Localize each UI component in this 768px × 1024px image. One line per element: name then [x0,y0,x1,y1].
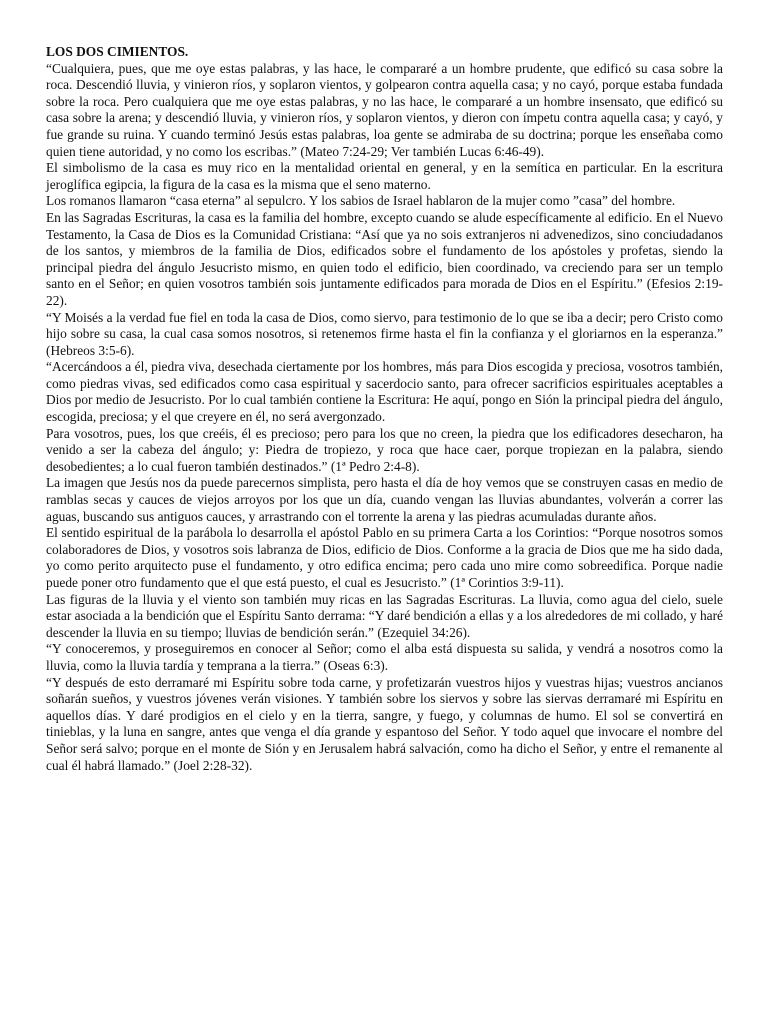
paragraph-8: La imagen que Jesús nos da puede parecernos simplista, pero hasta el día de hoy vemos que se construyen casas en medio de ramblas secas y cauces de viejos arroyos por los que un día, cuando vengan las lluvias abundantes, volverán a correr las aguas, buscando sus antiguos cauces, y arrastrando con el torrente la arena y las piedras acumuladas durante años. [46,475,723,524]
paragraph-5: “Y Moisés a la verdad fue fiel en toda la casa de Dios, como siervo, para testimonio de lo que se iba a decir; pero Cristo como hijo sobre su casa, la cual casa somos nosotros, si retenemos firme hasta el fin la confianza y el gloriarnos en la esperanza.” (Hebreos 3:5-6). [46,309,723,358]
document-page [46,44,723,774]
paragraph-1: “Cualquiera, pues, que me oye estas palabras, y las hace, le compararé a un hombre prudente, que edificó su casa sobre la roca. Descendió lluvia, y vinieron ríos, y soplaron vientos, y golpearon contra aquella casa; y no cayó, porque estaba fundada sobre la roca. Pero cualquiera que me oye estas palabras, y no las hace, le compararé a un hombre insensato, que edificó su casa sobre la arena; y descendió lluvia, y vinieron ríos, y soplaron vientos, y dieron con ímpetu contra aquella casa; y cayó, y fue grande su ruina. Y cuando terminó Jesús estas palabras, loa gente se admiraba de su doctrina; porque les enseñaba como quien tiene autoridad, y no como los escribas.” (Mateo 7:24-29; Ver también Lucas 6:46-49). [46,60,723,159]
paragraph-6: “Acercándoos a él, piedra viva, desechada ciertamente por los hombres, más para Dios escogida y preciosa, vosotros también, como piedras vivas, sed edificados como casa espiritual y sacerdocio santo, para ofrecer sacrificios espirituales aceptables a Dios por medio de Jesucristo. Por lo cual también contiene la Escritura: He aquí, pongo en Sión la principal piedra del ángulo, escogida, preciosa; y el que creyere en él, no será avergonzado. [46,359,723,425]
paragraph-11: “Y conoceremos, y proseguiremos en conocer al Señor; como el alba está dispuesta su salida, y vendrá a nosotros como la lluvia, como la lluvia tardía y temprana a la tierra.” (Oseas 6:3). [46,641,723,673]
paragraph-10: Las figuras de la lluvia y el viento son también muy ricas en las Sagradas Escrituras. La lluvia, como agua del cielo, suele estar asociada a la bendición que el Espíritu Santo derrama: “Y daré bendición a ellas y a los alrededores de mi collado, y haré descender la lluvia en su tiempo; lluvias de bendición serán.” (Ezequiel 34:26). [46,591,723,640]
paragraph-2: El simbolismo de la casa es muy rico en la mentalidad oriental en general, y en la semítica en particular. En la escritura jeroglífica egipcia, la figura de la casa es la misma que el seno materno. [46,160,723,192]
paragraph-12: “Y después de esto derramaré mi Espíritu sobre toda carne, y profetizarán vuestros hijos y vuestras hijas; vuestros ancianos soñarán sueños, y vuestros jóvenes verán visiones. Y también sobre los siervos y sobre las siervas derramaré mi Espíritu en aquellos días. Y daré prodigios en el cielo y en la tierra, sangre, y fuego, y columnas de humo. El sol se convertirá en tinieblas, y la luna en sangre, antes que venga el día grande y espantoso del Señor. Y todo aquel que invocare el nombre del Señor será salvo; porque en el monte de Sión y en Jerusalem habrá salvación, como ha dicho el Señor, y entre el remanente al cual él habrá llamado.” (Joel 2:28-32). [46,674,723,773]
paragraph-4: En las Sagradas Escrituras, la casa es la familia del hombre, excepto cuando se alude específicamente al edificio. En el Nuevo Testamento, la Casa de Dios es la Comunidad Cristiana: “Así que ya no sois extranjeros ni advenedizos, sino conciudadanos de los santos, y miembros de la familia de Dios, edificados sobre el fundamento de los apóstoles y profetas, siendo la principal piedra del ángulo Jesucristo mismo, en quien todo el edificio, bien coordinado, va creciendo para ser un templo santo en el Señor; en quien vosotros también sois juntamente edificados para morada de Dios en el Espíritu.” (Efesios 2:19-22). [46,209,723,308]
paragraph-3: Los romanos llamaron “casa eterna” al sepulcro. Y los sabios de Israel hablaron de la mujer como ”casa” del hombre. [46,193,676,209]
document-title: LOS DOS CIMIENTOS. [46,44,189,59]
paragraph-7: Para vosotros, pues, los que creéis, él es precioso; pero para los que no creen, la piedra que los edificadores desecharon, ha venido a ser la cabeza del ángulo; y: Piedra de tropiezo, y roca que hace caer, porque tropiezan en la palabra, siendo desobedientes; a lo cual fueron también destinados.” (1ª Pedro 2:4-8). [46,425,723,474]
paragraph-9: El sentido espiritual de la parábola lo desarrolla el apóstol Pablo en su primera Carta a los Corintios: “Porque nosotros somos colaboradores de Dios, y vosotros sois labranza de Dios, edificio de Dios. Conforme a la gracia de Dios que me ha sido dada, yo como perito arquitecto puse el fundamento, y otro edifica encima; pero cada uno mire como sobreedifica. Porque nadie puede poner otro fundamento que el que está puesto, el cual es Jesucristo.” (1ª Corintios 3:9-11). [46,525,723,590]
